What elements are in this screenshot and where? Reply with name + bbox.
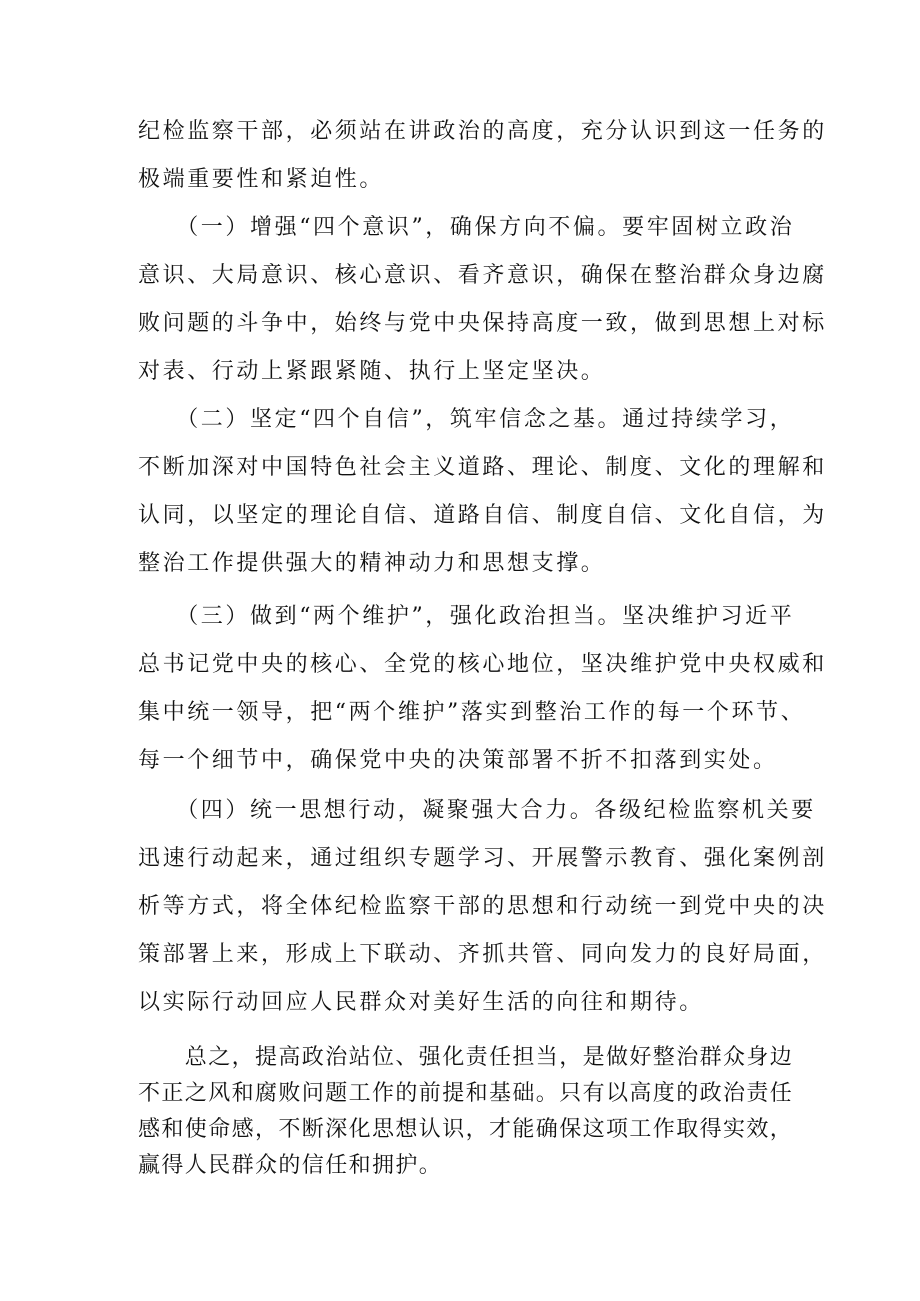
text-line: 迅速行动起来，通过组织专题学习、开展警示教育、强化案例剖 bbox=[138, 846, 827, 871]
text-line: 集中统一领导，把“两个维护”落实到整治工作的每一个环节、 bbox=[138, 700, 806, 725]
text-line: （四）统一思想行动，凝聚强大合力。各级纪检监察机关要 bbox=[138, 798, 816, 823]
text-line: 不断加深对中国特色社会主义道路、理论、制度、文化的理解和 bbox=[138, 455, 827, 480]
text-line: 每一个细节中，确保党中央的决策部署不折不扣落到实处。 bbox=[138, 748, 778, 773]
text-line: 败问题的斗争中，始终与党中央保持高度一致，做到思想上对标 bbox=[138, 311, 827, 336]
text-line: 析等方式，将全体纪检监察干部的思想和行动统一到党中央的决 bbox=[138, 894, 827, 919]
paragraph-section-1 bbox=[138, 204, 827, 396]
text-line: （二）坚定“四个自信”，筑牢信念之基。通过持续学习， bbox=[138, 407, 795, 432]
paragraph-section-4 bbox=[138, 787, 827, 1027]
text-line: 极端重要性和紧迫性。 bbox=[138, 167, 385, 192]
paragraph-section-3 bbox=[138, 593, 827, 785]
text-line: 策部署上来，形成上下联动、齐抓共管、同向发力的良好局面， bbox=[138, 942, 827, 967]
paragraph-conclusion bbox=[138, 1040, 798, 1184]
paragraph-intro bbox=[138, 108, 827, 204]
text-line: （一）增强“四个意识”，确保方向不偏。要牢固树立政治 bbox=[138, 215, 795, 240]
paragraph-section-2 bbox=[138, 396, 827, 588]
text-line: 感和使命感，不断深化思想认识，才能确保这项工作取得实效， bbox=[138, 1117, 794, 1142]
text-line: 整治工作提供强大的精神动力和思想支撑。 bbox=[138, 551, 606, 576]
text-line: （三）做到“两个维护”，强化政治担当。坚决维护习近平 bbox=[138, 604, 795, 629]
text-line: 总书记党中央的核心、全党的核心地位，坚决维护党中央权威和 bbox=[138, 652, 827, 677]
text-line: 对表、行动上紧跟紧随、执行上坚定坚决。 bbox=[138, 359, 606, 384]
text-line: 认同，以坚定的理论自信、道路自信、制度自信、文化自信，为 bbox=[138, 503, 827, 528]
text-line: 不正之风和腐败问题工作的前提和基础。只有以高度的政治责任 bbox=[138, 1081, 794, 1106]
text-line: 以实际行动回应人民群众对美好生活的向往和期待。 bbox=[138, 990, 704, 1015]
text-line: 纪检监察干部，必须站在讲政治的高度，充分认识到这一任务的 bbox=[138, 119, 827, 144]
text-line: 赢得人民群众的信任和拥护。 bbox=[138, 1153, 443, 1178]
text-line: 意识、大局意识、核心意识、看齐意识，确保在整治群众身边腐 bbox=[138, 263, 827, 288]
text-line: 总之，提高政治站位、强化责任担当，是做好整治群众身边 bbox=[138, 1045, 794, 1070]
